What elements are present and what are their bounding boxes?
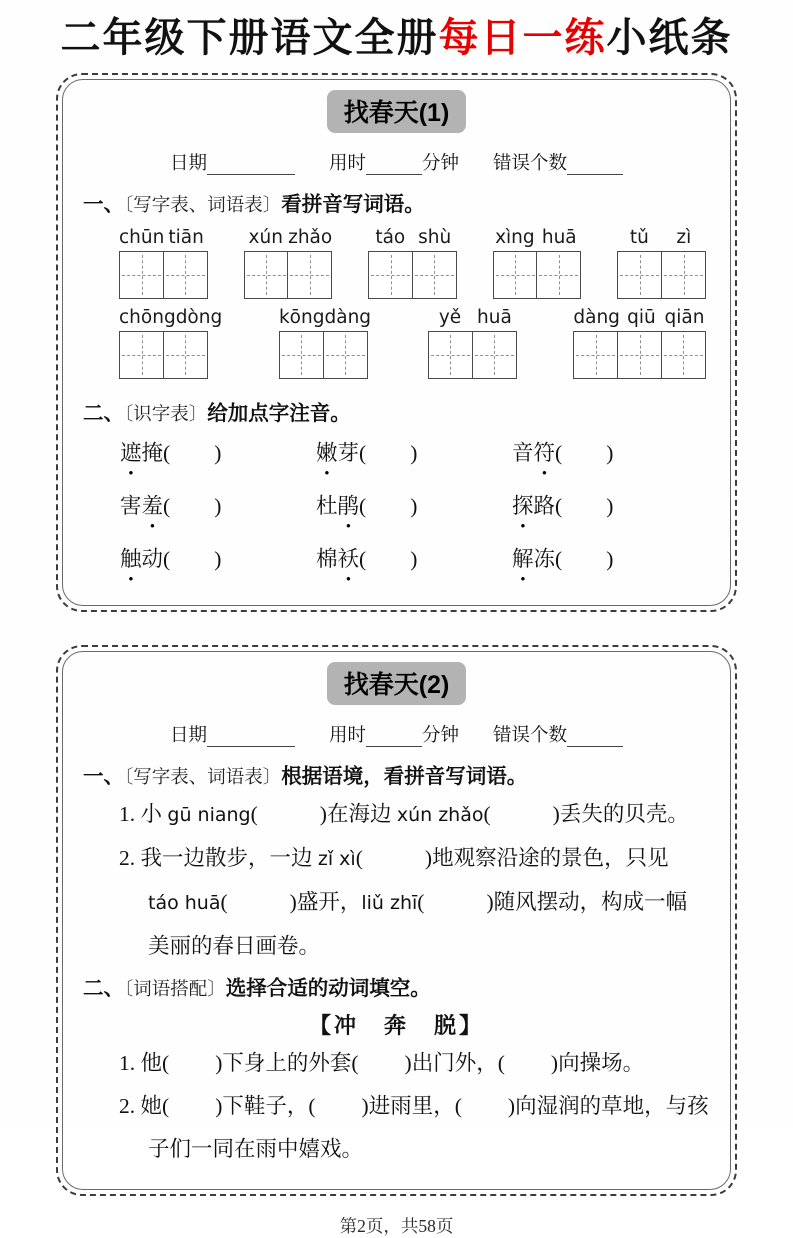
character-writing-cell — [573, 331, 618, 379]
page-number: 第2页，共58页 — [339, 1215, 454, 1236]
character-writing-cell — [472, 331, 517, 379]
answer-blank: ( ) — [483, 801, 560, 826]
errors-field: 错误个数 — [493, 149, 623, 175]
pinyin-word-group — [119, 227, 208, 299]
zhuyin-item: 遮 • 掩( ) — [120, 440, 222, 482]
meta-line — [83, 721, 710, 747]
answer-blank: ( ) — [417, 889, 494, 914]
practice-card-1-inner — [62, 79, 731, 606]
zhuyin-item: 棉袄 • ( ) — [316, 546, 418, 588]
pinyin-label: kōng dàng — [278, 306, 372, 328]
character-writing-cell — [661, 331, 706, 379]
section-heading: 二、〔词语搭配〕选择合适的动词填空。 — [83, 976, 431, 1000]
character-writing-cell — [368, 251, 413, 299]
page-title-part1: 二年级下册语文全册 — [60, 16, 439, 60]
pinyin-word-group — [368, 227, 457, 299]
verb-word-bank: 【冲 奔 脱】 — [308, 1012, 484, 1038]
time-field: 用时 分钟 — [328, 725, 460, 746]
answer-blank: ( ) — [351, 1050, 412, 1075]
section-heading: 一、〔写字表、词语表〕根据语境，看拼音写词语。 — [83, 764, 528, 788]
zhuyin-item: 触 • 动( ) — [120, 546, 222, 588]
pinyin-word-group — [279, 307, 371, 379]
zhuyin-item: 害羞 • ( ) — [120, 493, 222, 535]
character-writing-cell — [244, 251, 289, 299]
section-heading: 一、〔写字表、词语表〕看拼音写词语。 — [83, 193, 425, 216]
character-writing-cell — [617, 251, 662, 299]
errors-blank — [567, 729, 623, 747]
answer-blank: ( ) — [250, 801, 327, 826]
question-line: 1. 他( )下身上的外套( )出门外，( )向操场。 — [119, 1050, 645, 1075]
pinyin-label: táo shù — [375, 226, 452, 248]
question-line: 2. 我一边散步，一边 zǐ xì( )地观察沿途的景色，只见 — [119, 845, 669, 870]
question-line: 1. 小 gū niang( )在海边 xún zhǎo( )丢失的贝壳。 — [119, 801, 689, 826]
answer-blank: ( ) — [497, 1050, 559, 1075]
answer-blank: ( ) — [454, 1093, 516, 1118]
page-title — [0, 0, 793, 60]
date-blank — [207, 157, 295, 175]
page-title-highlight: 每日一练 — [438, 16, 607, 60]
lesson-badge: 找春天(2) — [327, 662, 467, 705]
pinyin-label: tǔ zì — [629, 226, 692, 248]
zhuyin-item: 嫩 • 芽( ) — [316, 440, 418, 482]
pinyin-label: dàng qiū qiān — [573, 306, 705, 328]
answer-blank: ( ) — [355, 845, 433, 870]
pinyin-writing-exercise — [83, 227, 710, 379]
date-field: 日期 — [170, 149, 295, 175]
annotation-exercise — [83, 436, 710, 587]
pinyin-word-group — [244, 227, 333, 299]
character-writing-cell — [163, 331, 208, 379]
answer-blank: ( ) — [220, 889, 297, 914]
character-writing-cell — [412, 251, 457, 299]
character-writing-cell — [428, 331, 473, 379]
section-heading: 二、〔识字表〕给加点字注音。 — [83, 401, 351, 425]
character-writing-cell — [163, 251, 208, 299]
lesson-badge: 找春天(1) — [327, 90, 467, 133]
pinyin-label: chūn tiān — [119, 226, 204, 248]
meta-line — [83, 149, 710, 175]
character-writing-cell — [617, 331, 662, 379]
verb-fill-questions — [83, 1040, 710, 1171]
pinyin-word-group — [428, 307, 517, 379]
zhuyin-item: 杜鹃 • ( ) — [316, 493, 418, 535]
question-line: táo huā( )盛开，liǔ zhī( )随风摆动，构成一幅 — [148, 889, 688, 914]
time-blank — [366, 729, 422, 747]
time-field: 用时 分钟 — [328, 154, 460, 174]
pinyin-label: xún zhǎo — [248, 226, 333, 248]
character-writing-cell — [119, 251, 164, 299]
date-field: 日期 — [170, 721, 295, 747]
date-blank — [207, 729, 295, 747]
character-writing-cell — [493, 251, 538, 299]
practice-card-1 — [56, 73, 737, 612]
character-writing-cell — [323, 331, 368, 379]
question-line: 子们一同在雨中嬉戏。 — [148, 1136, 364, 1161]
pinyin-word-group — [573, 307, 706, 379]
pinyin-label: yě huā — [438, 306, 512, 328]
zhuyin-item: 解 • 冻( ) — [512, 546, 614, 588]
errors-blank — [567, 157, 623, 175]
practice-card-2 — [56, 645, 737, 1196]
context-pinyin-questions — [83, 791, 710, 968]
time-blank — [366, 157, 422, 175]
practice-card-2-inner — [62, 651, 731, 1190]
character-writing-cell — [279, 331, 324, 379]
answer-blank: ( ) — [162, 1093, 223, 1118]
answer-blank: ( ) — [162, 1050, 223, 1075]
pinyin-word-group — [617, 227, 706, 299]
zhuyin-item: 探 • 路( ) — [512, 493, 614, 535]
pinyin-word-group — [119, 307, 222, 379]
character-writing-cell — [119, 331, 164, 379]
character-writing-cell — [287, 251, 332, 299]
pinyin-label: xìng huā — [495, 226, 577, 248]
question-line: 2. 她( )下鞋子，( )进雨里，( )向湿润的草地，与孩 — [119, 1093, 709, 1118]
zhuyin-item: 音符 • ( ) — [512, 440, 614, 482]
answer-blank: ( ) — [308, 1093, 369, 1118]
character-writing-cell — [536, 251, 581, 299]
pinyin-word-group — [493, 227, 582, 299]
pinyin-label: chōng dòng — [119, 306, 223, 328]
page-title-part2: 小纸条 — [606, 16, 733, 60]
character-writing-cell — [661, 251, 706, 299]
errors-field: 错误个数 — [493, 721, 623, 747]
question-line: 美丽的春日画卷。 — [148, 933, 321, 958]
